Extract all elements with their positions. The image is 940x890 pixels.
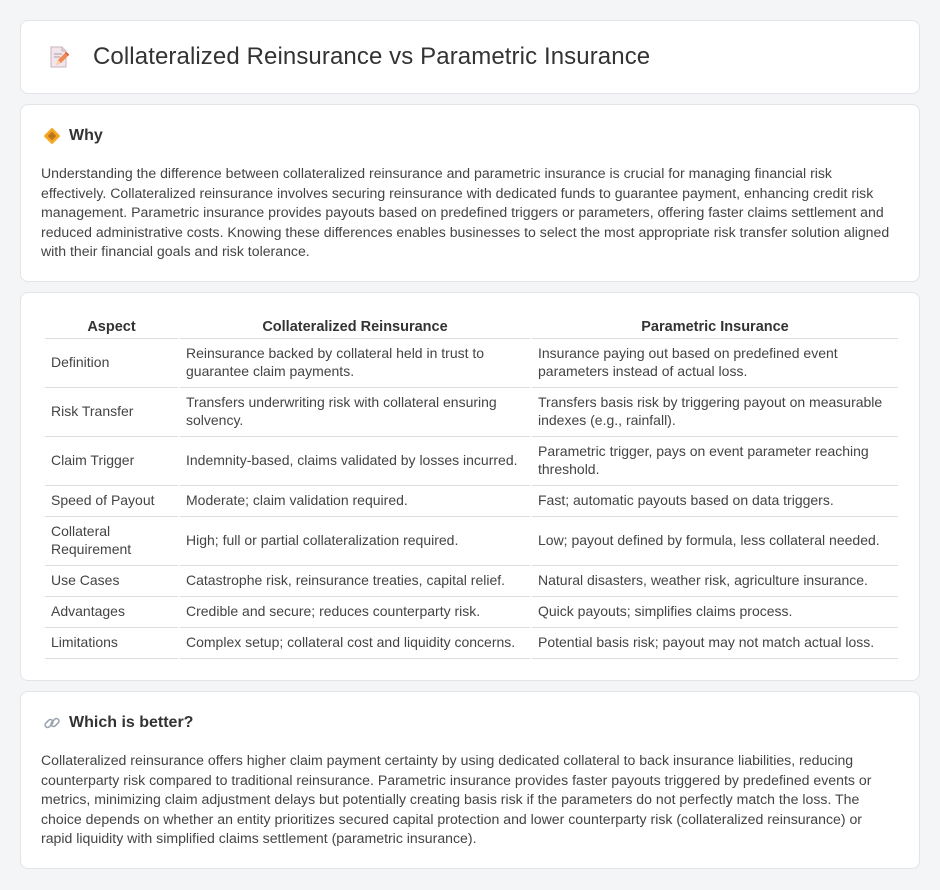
- row-parametric: Transfers basis risk by triggering payout on measurable indexes (e.g., rainfall).: [531, 387, 898, 436]
- which-better-title: Which is better?: [69, 714, 194, 731]
- row-aspect: Advantages: [45, 596, 179, 627]
- table-row: [45, 387, 898, 436]
- header-aspect: Aspect: [45, 317, 179, 338]
- row-aspect: Collateral Requirement: [45, 516, 179, 565]
- why-title: Why: [69, 127, 103, 144]
- why-section: [20, 104, 920, 282]
- row-aspect: Use Cases: [45, 565, 179, 596]
- table-row: [45, 338, 898, 387]
- which-better-body: Collateralized reinsurance offers higher claim payment certainty by using dedicated collateral to back insurance liabilities, reducing counterparty risk compared to traditional reinsurance. Parametric insurance provides faster payouts triggered by predefined events or metrics, minimizing claim adjustment delays but potentially creating basis risk if the parameters do not perfectly match the loss. The choice depends on whether an entity prioritizes secured capital protection and lower counterparty risk (collateralized reinsurance) or rapid liquidity with simplified claims settlement (parametric insurance).: [41, 752, 872, 847]
- row-aspect: Definition: [45, 338, 179, 387]
- comparison-section: [20, 292, 920, 681]
- row-parametric: Potential basis risk; payout may not match actual loss.: [531, 627, 898, 658]
- why-body: Understanding the difference between collateralized reinsurance and parametric insurance is crucial for managing financial risk effectively. Collateralized reinsurance involves securing reinsurance with dedicated funds to guarantee payment, enhancing credit risk management. Parametric insurance provides payouts based on predefined triggers or parameters, offering faster claims settlement and reduced administrative costs. Knowing these differences enables businesses to select the most appropriate risk transfer solution aligned with their financial goals and risk tolerance.: [41, 165, 890, 260]
- document-pencil-icon: [47, 45, 71, 69]
- table-row: [45, 436, 898, 485]
- comparison-table: [45, 317, 898, 659]
- table-row: [45, 627, 898, 658]
- page-title: Collateralized Reinsurance vs Parametric Insurance: [93, 43, 651, 70]
- row-aspect: Limitations: [45, 627, 179, 658]
- diamond-sign-icon: [43, 127, 61, 145]
- row-collateralized: Reinsurance backed by collateral held in trust to guarantee claim payments.: [179, 338, 531, 387]
- row-parametric: Fast; automatic payouts based on data triggers.: [531, 485, 898, 516]
- table-row: [45, 596, 898, 627]
- row-aspect: Risk Transfer: [45, 387, 179, 436]
- row-parametric: Natural disasters, weather risk, agriculture insurance.: [531, 565, 898, 596]
- row-collateralized: Indemnity-based, claims validated by losses incurred.: [179, 436, 531, 485]
- row-collateralized: Complex setup; collateral cost and liquidity concerns.: [179, 627, 531, 658]
- row-collateralized: Credible and secure; reduces counterparty risk.: [179, 596, 531, 627]
- title-card: [20, 20, 920, 94]
- row-aspect: Speed of Payout: [45, 485, 179, 516]
- header-collateralized: Collateralized Reinsurance: [179, 317, 531, 338]
- row-parametric: Low; payout defined by formula, less collateral needed.: [531, 516, 898, 565]
- table-row: [45, 516, 898, 565]
- header-parametric: Parametric Insurance: [531, 317, 898, 338]
- table-header-row: [45, 317, 898, 338]
- row-parametric: Parametric trigger, pays on event parameter reaching threshold.: [531, 436, 898, 485]
- which-better-section: [20, 691, 920, 869]
- link-icon: [43, 714, 61, 732]
- row-collateralized: Moderate; claim validation required.: [179, 485, 531, 516]
- table-row: [45, 565, 898, 596]
- row-parametric: Quick payouts; simplifies claims process.: [531, 596, 898, 627]
- table-row: [45, 485, 898, 516]
- row-collateralized: High; full or partial collateralization required.: [179, 516, 531, 565]
- row-collateralized: Catastrophe risk, reinsurance treaties, capital relief.: [179, 565, 531, 596]
- row-collateralized: Transfers underwriting risk with collateral ensuring solvency.: [179, 387, 531, 436]
- row-aspect: Claim Trigger: [45, 436, 179, 485]
- row-parametric: Insurance paying out based on predefined event parameters instead of actual loss.: [531, 338, 898, 387]
